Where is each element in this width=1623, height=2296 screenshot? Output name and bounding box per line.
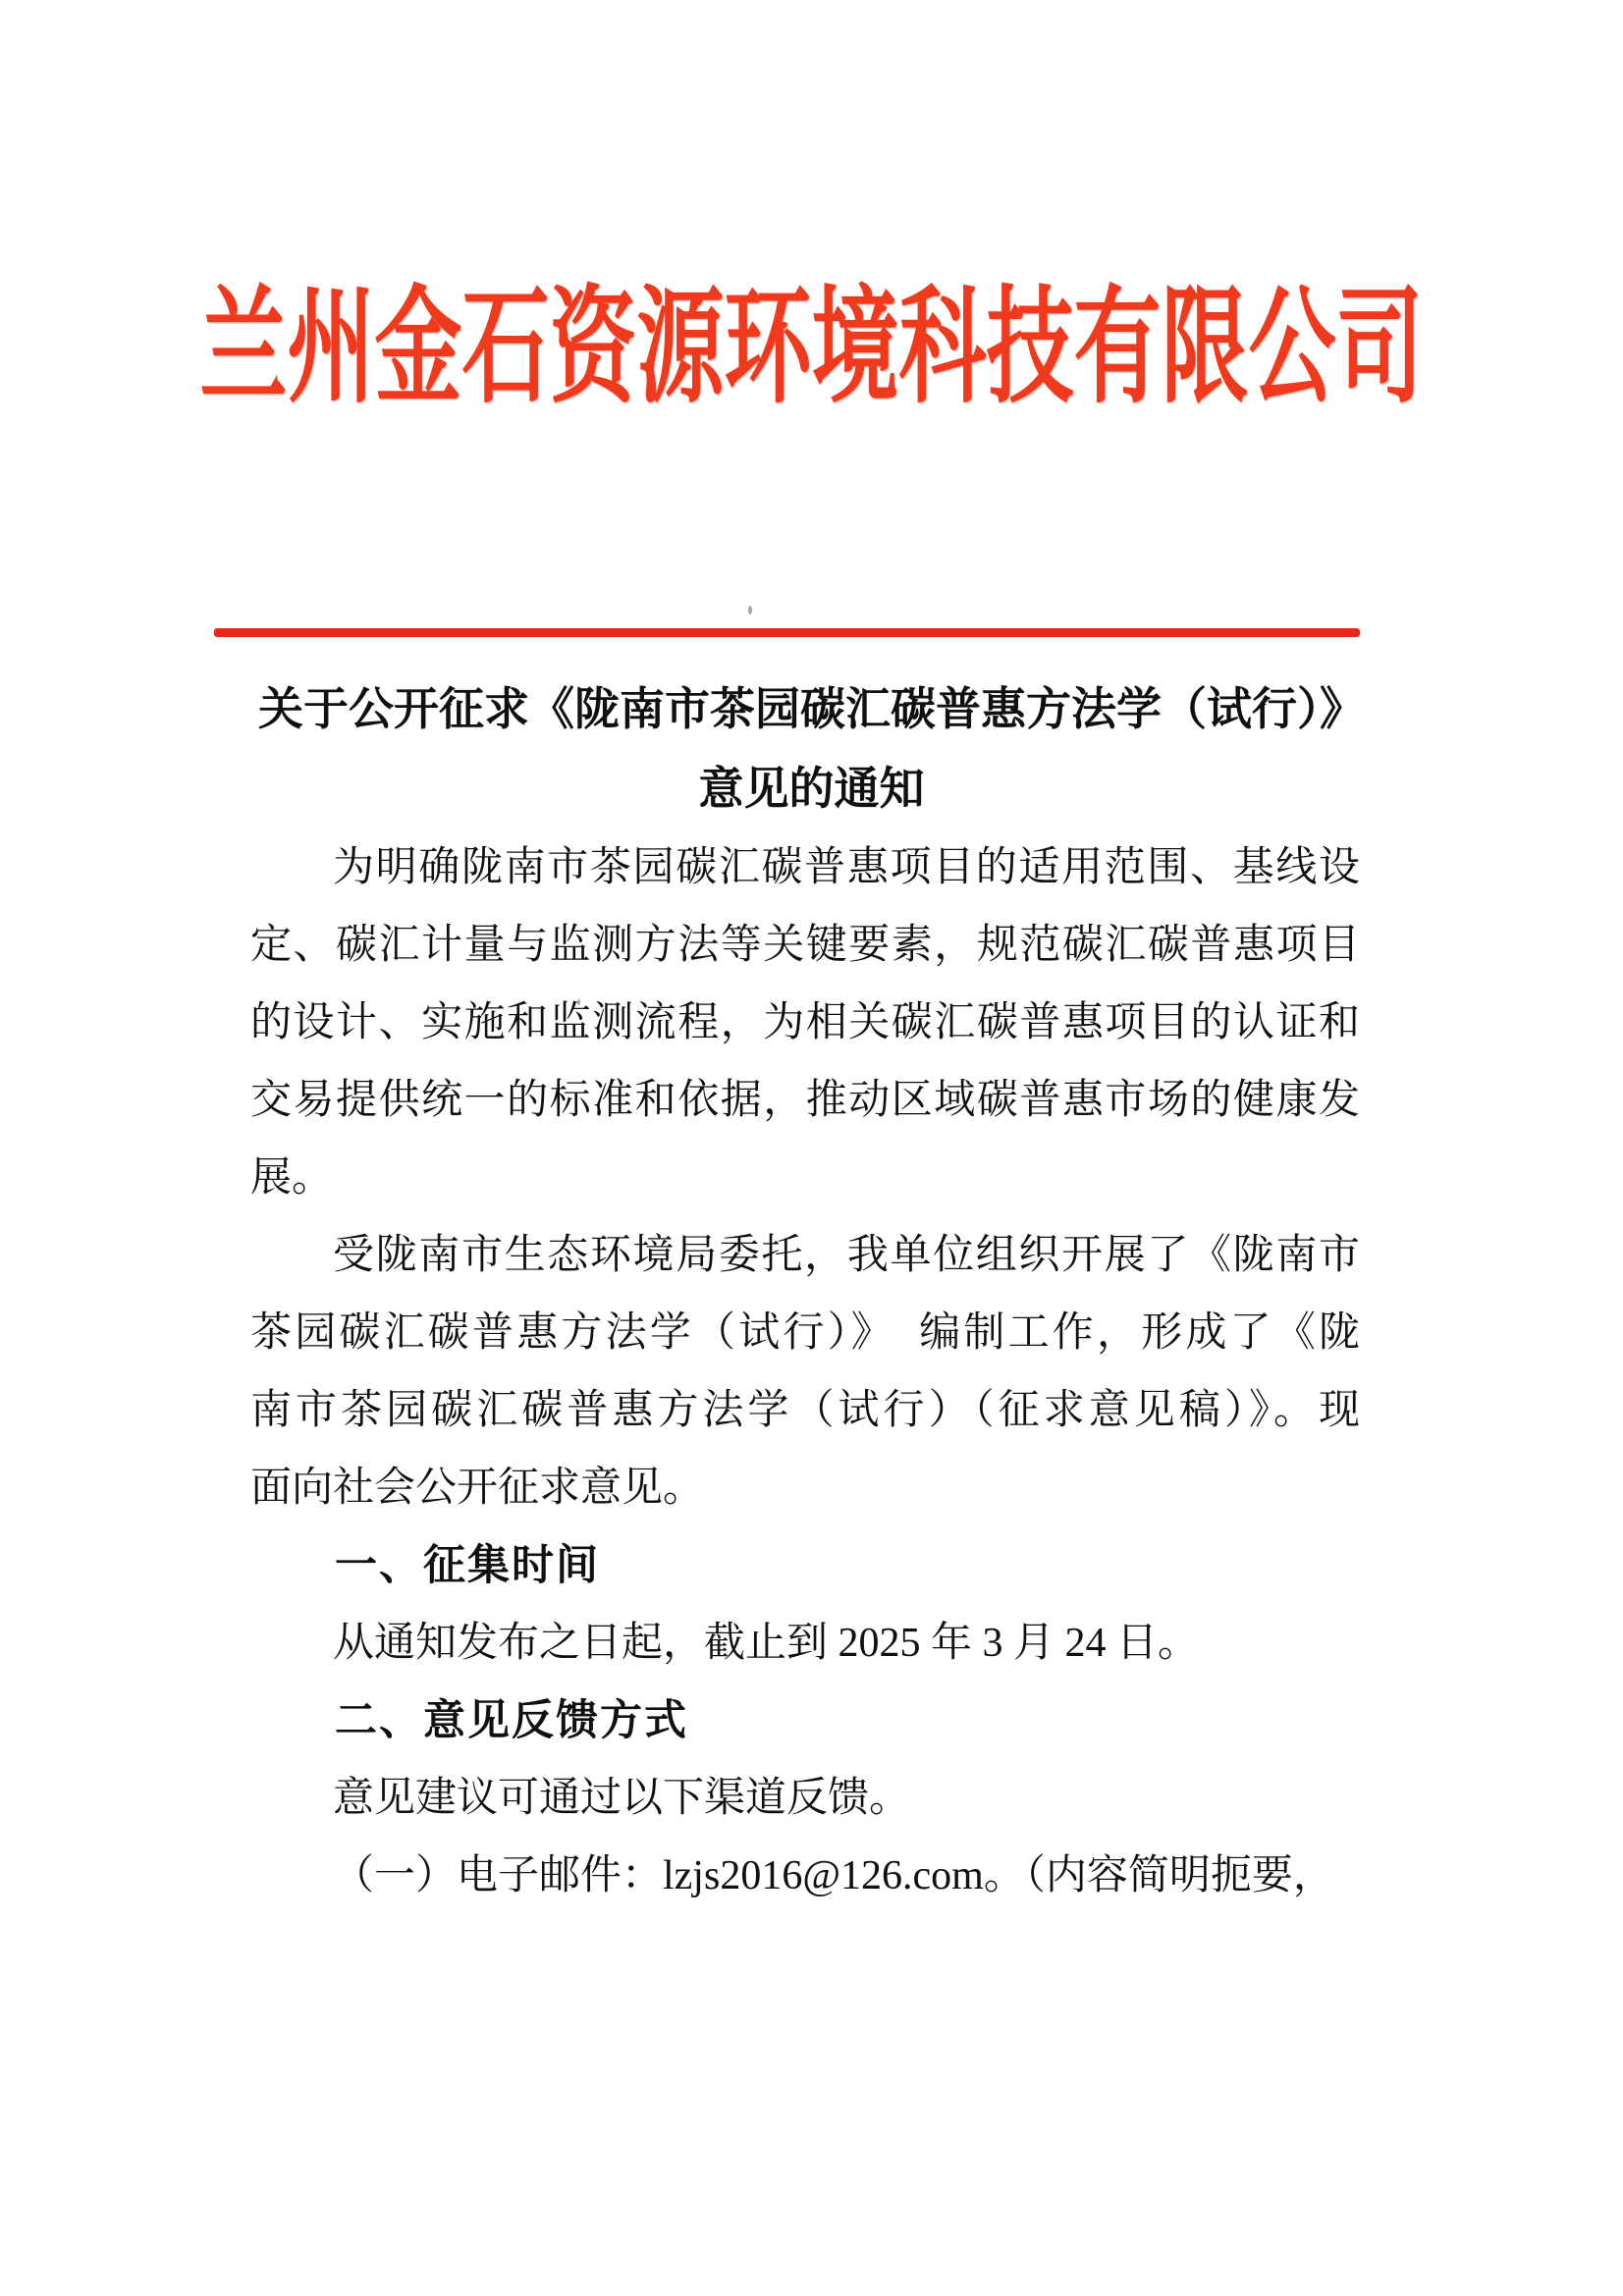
body-line: 为明确陇南市茶园碳汇碳普惠项目的适用范围、基线设: [333, 845, 1360, 890]
letterhead-divider-line: [214, 628, 1360, 637]
scan-speck: [748, 606, 752, 614]
section-heading-feedback-method: 二、意见反馈方式: [335, 1697, 688, 1744]
section-heading-collection-time: 一、征集时间: [335, 1542, 600, 1589]
body-line: 定、碳汇计量与监测方法等关键要素，规范碳汇碳普惠项目: [250, 923, 1360, 968]
body-line: 南市茶园碳汇碳普惠方法学（试行）（征求意见稿）》。现: [250, 1388, 1360, 1433]
body-line: 的设计、实施和监测流程，为相关碳汇碳普惠项目的认证和: [250, 1000, 1360, 1045]
body-line: 从通知发布之日起，截止到 2025 年 3 月 24 日。: [333, 1621, 1200, 1666]
document-body: [250, 829, 1360, 1915]
body-line: 受陇南市生态环境局委托，我单位组织开展了《陇南市: [333, 1233, 1360, 1278]
body-line: 展。: [250, 1155, 334, 1201]
body-line: 面向社会公开征求意见。: [250, 1466, 705, 1511]
body-line: 意见建议可通过以下渠道反馈。: [333, 1776, 911, 1821]
document-title-line-1: 关于公开征求《陇南市茶园碳汇碳普惠方法学（试行）》: [258, 684, 1365, 734]
document-title-line-2: 意见的通知: [698, 764, 925, 814]
body-line: 交易提供统一的标准和依据，推动区域碳普惠市场的健康发: [250, 1078, 1360, 1123]
document-title: [0, 669, 1623, 828]
scan-speck: [577, 999, 580, 1005]
body-line: （一）电子邮件：lzjs2016@126.com。（内容简明扼要，: [333, 1853, 1334, 1898]
company-letterhead-title: 兰州金石资源环境科技有限公司: [199, 279, 1424, 419]
body-line: 茶园碳汇碳普惠方法学（试行）》 编制工作，形成了《陇: [250, 1310, 1360, 1356]
